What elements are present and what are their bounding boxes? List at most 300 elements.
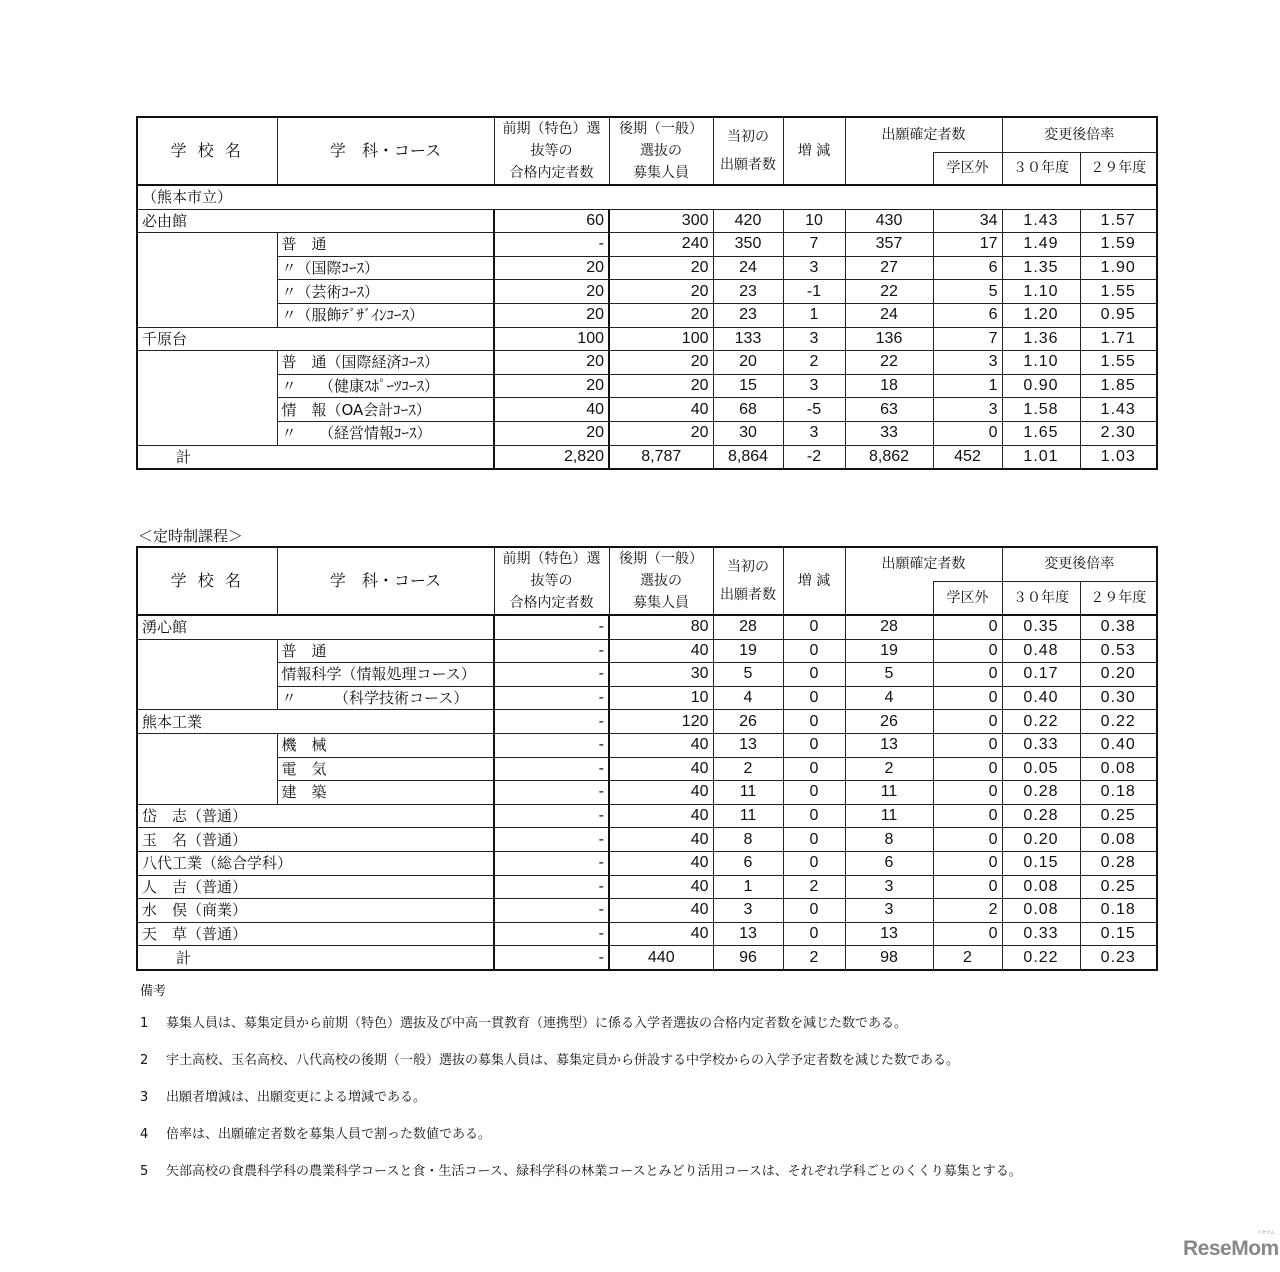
header-change: 増 減 xyxy=(783,547,845,615)
cell-r30: 1.20 xyxy=(1002,303,1080,327)
school-cell-empty xyxy=(137,233,277,257)
cell-r30: 1.01 xyxy=(1002,445,1080,469)
cell-late: 80 xyxy=(609,615,713,639)
course-name: 情 報（OA会計ｺｰｽ） xyxy=(277,398,494,422)
cell-r30: 1.35 xyxy=(1002,256,1080,280)
cell-change: 0 xyxy=(783,828,845,852)
cell-outside: 5 xyxy=(933,280,1002,304)
cell-change: 0 xyxy=(783,804,845,828)
table-row xyxy=(137,615,1157,639)
course-name: 情報科学（情報処理コース） xyxy=(277,663,494,687)
cell-change: 3 xyxy=(783,374,845,398)
cell-early: 60 xyxy=(494,209,609,233)
cell-change: 0 xyxy=(783,686,845,710)
header-school: 学 校 名 xyxy=(137,547,277,615)
cell-change: -2 xyxy=(783,445,845,469)
header-outside: 学区外 xyxy=(933,152,1002,185)
cell-initial: 4 xyxy=(713,686,783,710)
header-initial: 当初の 出願者数 xyxy=(713,547,783,615)
cell-early: - xyxy=(494,922,609,946)
cell-early: - xyxy=(494,828,609,852)
note-item: 3 出願者増減は、出願変更による増減である。 xyxy=(140,1090,427,1105)
table-row xyxy=(137,303,1157,327)
cell-initial: 8 xyxy=(713,828,783,852)
table-row xyxy=(137,757,1157,781)
cell-early: - xyxy=(494,686,609,710)
cell-confirmed: 8,862 xyxy=(845,445,933,469)
cell-initial: 3 xyxy=(713,899,783,923)
cell-outside: 0 xyxy=(933,875,1002,899)
course-name: 〃 （科学技術コース） xyxy=(277,686,494,710)
cell-change: 0 xyxy=(783,615,845,639)
cell-r29: 0.23 xyxy=(1080,946,1157,970)
table-row xyxy=(137,710,1157,734)
cell-confirmed: 98 xyxy=(845,946,933,970)
cell-initial: 420 xyxy=(713,209,783,233)
header-ratio: 変更後倍率 xyxy=(1002,547,1157,581)
cell-initial: 28 xyxy=(713,615,783,639)
school-name: 必由館 xyxy=(137,209,494,233)
cell-late: 40 xyxy=(609,781,713,805)
cell-r29: 1.71 xyxy=(1080,327,1157,351)
table1-total xyxy=(137,445,1157,469)
cell-outside: 6 xyxy=(933,256,1002,280)
cell-initial: 23 xyxy=(713,303,783,327)
cell-late: 100 xyxy=(609,327,713,351)
table-row xyxy=(137,851,1157,875)
table-row xyxy=(137,781,1157,805)
cell-outside: 452 xyxy=(933,445,1002,469)
cell-r30: 1.10 xyxy=(1002,280,1080,304)
school-name: 湧心館 xyxy=(137,615,494,639)
cell-early: - xyxy=(494,233,609,257)
cell-outside: 7 xyxy=(933,327,1002,351)
cell-confirmed: 26 xyxy=(845,710,933,734)
header-y30: ３０年度 xyxy=(1002,581,1080,615)
cell-late: 20 xyxy=(609,351,713,375)
cell-confirmed: 8 xyxy=(845,828,933,852)
table-row xyxy=(137,686,1157,710)
cell-early: 20 xyxy=(494,421,609,445)
school-cell-empty xyxy=(137,757,277,781)
cell-early: - xyxy=(494,804,609,828)
section-label: （熊本市立） xyxy=(137,185,1157,209)
cell-r29: 0.28 xyxy=(1080,851,1157,875)
cell-initial: 2 xyxy=(713,757,783,781)
cell-change: 2 xyxy=(783,875,845,899)
table-row xyxy=(137,233,1157,257)
cell-late: 120 xyxy=(609,710,713,734)
cell-confirmed: 28 xyxy=(845,615,933,639)
cell-change: 1 xyxy=(783,303,845,327)
cell-early: - xyxy=(494,733,609,757)
cell-r29: 0.38 xyxy=(1080,615,1157,639)
cell-late: 40 xyxy=(609,899,713,923)
cell-outside: 0 xyxy=(933,922,1002,946)
cell-outside: 2 xyxy=(933,899,1002,923)
cell-late: 20 xyxy=(609,256,713,280)
table-row xyxy=(137,209,1157,233)
cell-change: 0 xyxy=(783,851,845,875)
cell-outside: 1 xyxy=(933,374,1002,398)
cell-change: 0 xyxy=(783,639,845,663)
header-ratio: 変更後倍率 xyxy=(1002,117,1157,152)
cell-confirmed: 24 xyxy=(845,303,933,327)
header-late: 後期（一般） 選抜の 募集人員 xyxy=(609,117,713,185)
cell-change: 0 xyxy=(783,757,845,781)
cell-early: - xyxy=(494,851,609,875)
school-cell-empty xyxy=(137,781,277,805)
table1-rows xyxy=(137,209,1157,445)
cell-r30: 0.15 xyxy=(1002,851,1080,875)
cell-initial: 13 xyxy=(713,922,783,946)
header-early: 前期（特色）選 抜等の 合格内定者数 xyxy=(494,117,609,185)
cell-r29: 0.40 xyxy=(1080,733,1157,757)
cell-r29: 1.55 xyxy=(1080,351,1157,375)
table1-body xyxy=(137,185,1157,209)
cell-r30: 0.48 xyxy=(1002,639,1080,663)
table2-header xyxy=(137,547,1157,615)
cell-r30: 0.05 xyxy=(1002,757,1080,781)
table-row xyxy=(137,398,1157,422)
cell-initial: 20 xyxy=(713,351,783,375)
cell-late: 40 xyxy=(609,875,713,899)
cell-r30: 0.28 xyxy=(1002,781,1080,805)
cell-change: 0 xyxy=(783,781,845,805)
cell-outside: 34 xyxy=(933,209,1002,233)
note-item: 5 矢部高校の食農科学科の農業科学コースと食・生活コース、緑科学科の林業コースとみどり活用コースは、それぞれ学科ごとのくくり募集とする。 xyxy=(140,1164,1022,1179)
cell-r30: 0.28 xyxy=(1002,804,1080,828)
table-row xyxy=(137,421,1157,445)
cell-early: 20 xyxy=(494,374,609,398)
cell-initial: 26 xyxy=(713,710,783,734)
cell-initial: 133 xyxy=(713,327,783,351)
table-row xyxy=(137,663,1157,687)
cell-change: -5 xyxy=(783,398,845,422)
table-row xyxy=(137,280,1157,304)
cell-outside: 0 xyxy=(933,710,1002,734)
cell-early: - xyxy=(494,757,609,781)
cell-change: 3 xyxy=(783,421,845,445)
cell-late: 300 xyxy=(609,209,713,233)
header-course: 学 科・コース xyxy=(277,117,494,185)
cell-late: 40 xyxy=(609,398,713,422)
cell-r30: 1.36 xyxy=(1002,327,1080,351)
cell-r29: 0.18 xyxy=(1080,781,1157,805)
cell-outside: 0 xyxy=(933,781,1002,805)
cell-r29: 1.43 xyxy=(1080,398,1157,422)
resemom-logo: リセマム ReseMom xyxy=(1183,1230,1279,1260)
school-name: 人 吉（普通） xyxy=(137,875,494,899)
cell-r29: 0.08 xyxy=(1080,757,1157,781)
cell-confirmed: 6 xyxy=(845,851,933,875)
school-name: 八代工業（総合学科） xyxy=(137,851,494,875)
course-name: 普 通（国際経済ｺｰｽ） xyxy=(277,351,494,375)
table-row xyxy=(137,804,1157,828)
school-cell-empty xyxy=(137,374,277,398)
cell-change: 0 xyxy=(783,899,845,923)
cell-change: 3 xyxy=(783,327,845,351)
cell-r30: 0.08 xyxy=(1002,899,1080,923)
cell-change: 0 xyxy=(783,733,845,757)
course-name: 〃 （健康ｽﾎﾟｰﾂｺｰｽ） xyxy=(277,374,494,398)
header-confirmed: 出願確定者数 xyxy=(845,547,1002,581)
cell-outside: 0 xyxy=(933,733,1002,757)
cell-r29: 0.22 xyxy=(1080,710,1157,734)
school-name: 玉 名（普通） xyxy=(137,828,494,852)
table1-header xyxy=(137,117,1157,185)
total-row xyxy=(137,946,1157,970)
cell-confirmed: 5 xyxy=(845,663,933,687)
cell-outside: 17 xyxy=(933,233,1002,257)
cell-initial: 350 xyxy=(713,233,783,257)
cell-confirmed: 4 xyxy=(845,686,933,710)
cell-change: 0 xyxy=(783,710,845,734)
table2-rows xyxy=(137,615,1157,946)
cell-late: 440 xyxy=(609,946,713,970)
school-name: 熊本工業 xyxy=(137,710,494,734)
header-outside: 学区外 xyxy=(933,581,1002,615)
cell-r29: 1.57 xyxy=(1080,209,1157,233)
total-label: 計 xyxy=(137,445,494,469)
cell-outside: 0 xyxy=(933,686,1002,710)
table-row xyxy=(137,899,1157,923)
cell-initial: 30 xyxy=(713,421,783,445)
cell-outside: 0 xyxy=(933,421,1002,445)
cell-confirmed: 27 xyxy=(845,256,933,280)
course-name: 普 通 xyxy=(277,233,494,257)
total-label: 計 xyxy=(137,946,494,970)
note-item: 1 募集人員は、募集定員から前期（特色）選抜及び中高一貫教育（連携型）に係る入学者選抜の合格内定者数を減じた数である。 xyxy=(140,1016,908,1031)
header-confirmed-blank xyxy=(845,152,933,185)
cell-r29: 1.55 xyxy=(1080,280,1157,304)
header-early: 前期（特色）選 抜等の 合格内定者数 xyxy=(494,547,609,615)
cell-initial: 24 xyxy=(713,256,783,280)
header-y30: ３０年度 xyxy=(1002,152,1080,185)
cell-confirmed: 357 xyxy=(845,233,933,257)
cell-outside: 0 xyxy=(933,828,1002,852)
header-late: 後期（一般） 選抜の 募集人員 xyxy=(609,547,713,615)
cell-r30: 0.17 xyxy=(1002,663,1080,687)
table-row xyxy=(137,256,1157,280)
school-cell-empty xyxy=(137,421,277,445)
cell-initial: 19 xyxy=(713,639,783,663)
school-name: 千原台 xyxy=(137,327,494,351)
cell-late: 20 xyxy=(609,374,713,398)
school-cell-empty xyxy=(137,663,277,687)
cell-change: 0 xyxy=(783,663,845,687)
cell-r30: 0.33 xyxy=(1002,733,1080,757)
cell-early: - xyxy=(494,946,609,970)
cell-outside: 3 xyxy=(933,398,1002,422)
part-time-caption: ＜定時制課程＞ xyxy=(138,527,244,545)
cell-change: 0 xyxy=(783,922,845,946)
cell-early: - xyxy=(494,875,609,899)
cell-r30: 0.08 xyxy=(1002,875,1080,899)
cell-confirmed: 3 xyxy=(845,899,933,923)
cell-early: 20 xyxy=(494,280,609,304)
cell-initial: 1 xyxy=(713,875,783,899)
cell-late: 40 xyxy=(609,639,713,663)
course-name: 〃（芸術ｺｰｽ） xyxy=(277,280,494,304)
table-row xyxy=(137,374,1157,398)
course-name: 電 気 xyxy=(277,757,494,781)
cell-late: 240 xyxy=(609,233,713,257)
school-name: 岱 志（普通） xyxy=(137,804,494,828)
cell-r30: 1.58 xyxy=(1002,398,1080,422)
cell-confirmed: 13 xyxy=(845,922,933,946)
cell-outside: 0 xyxy=(933,757,1002,781)
school-cell-empty xyxy=(137,280,277,304)
part-time-table xyxy=(136,546,1158,971)
cell-confirmed: 22 xyxy=(845,351,933,375)
course-name: 建 築 xyxy=(277,781,494,805)
cell-confirmed: 19 xyxy=(845,639,933,663)
cell-early: - xyxy=(494,899,609,923)
cell-late: 40 xyxy=(609,922,713,946)
cell-initial: 11 xyxy=(713,781,783,805)
cell-early: 40 xyxy=(494,398,609,422)
table-row xyxy=(137,639,1157,663)
cell-confirmed: 13 xyxy=(845,733,933,757)
cell-change: 2 xyxy=(783,351,845,375)
cell-r29: 0.18 xyxy=(1080,899,1157,923)
cell-r29: 0.15 xyxy=(1080,922,1157,946)
school-name: 天 草（普通） xyxy=(137,922,494,946)
table-row xyxy=(137,351,1157,375)
cell-confirmed: 11 xyxy=(845,804,933,828)
cell-outside: 0 xyxy=(933,851,1002,875)
course-name: 機 械 xyxy=(277,733,494,757)
school-cell-empty xyxy=(137,686,277,710)
cell-change: -1 xyxy=(783,280,845,304)
cell-early: - xyxy=(494,639,609,663)
course-name: 〃（服飾ﾃﾞｻﾞｲﾝｺｰｽ） xyxy=(277,303,494,327)
cell-r30: 0.20 xyxy=(1002,828,1080,852)
note-item: 4 倍率は、出願確定者数を募集人員で割った数値である。 xyxy=(140,1127,492,1142)
cell-early: - xyxy=(494,710,609,734)
cell-early: 2,820 xyxy=(494,445,609,469)
school-cell-empty xyxy=(137,398,277,422)
cell-confirmed: 11 xyxy=(845,781,933,805)
cell-initial: 68 xyxy=(713,398,783,422)
cell-early: 100 xyxy=(494,327,609,351)
school-cell-empty xyxy=(137,733,277,757)
cell-r30: 1.43 xyxy=(1002,209,1080,233)
cell-r29: 2.30 xyxy=(1080,421,1157,445)
header-y29: ２９年度 xyxy=(1080,581,1157,615)
course-name: 〃 （経営情報ｺｰｽ） xyxy=(277,421,494,445)
cell-r29: 0.08 xyxy=(1080,828,1157,852)
school-name: 水 俣（商業） xyxy=(137,899,494,923)
cell-outside: 0 xyxy=(933,615,1002,639)
cell-early: - xyxy=(494,615,609,639)
cell-late: 40 xyxy=(609,804,713,828)
cell-r29: 1.85 xyxy=(1080,374,1157,398)
cell-early: 20 xyxy=(494,256,609,280)
cell-late: 20 xyxy=(609,421,713,445)
cell-r29: 0.20 xyxy=(1080,663,1157,687)
cell-r30: 0.35 xyxy=(1002,615,1080,639)
cell-late: 20 xyxy=(609,280,713,304)
cell-r30: 0.22 xyxy=(1002,946,1080,970)
cell-confirmed: 3 xyxy=(845,875,933,899)
cell-outside: 3 xyxy=(933,351,1002,375)
cell-late: 20 xyxy=(609,303,713,327)
cell-r30: 0.40 xyxy=(1002,686,1080,710)
cell-initial: 11 xyxy=(713,804,783,828)
cell-confirmed: 136 xyxy=(845,327,933,351)
school-cell-empty xyxy=(137,639,277,663)
school-cell-empty xyxy=(137,303,277,327)
cell-r29: 0.53 xyxy=(1080,639,1157,663)
header-school: 学 校 名 xyxy=(137,117,277,185)
total-row xyxy=(137,445,1157,469)
cell-r29: 0.30 xyxy=(1080,686,1157,710)
cell-late: 8,787 xyxy=(609,445,713,469)
cell-confirmed: 2 xyxy=(845,757,933,781)
cell-r30: 0.90 xyxy=(1002,374,1080,398)
cell-r30: 1.65 xyxy=(1002,421,1080,445)
full-time-table xyxy=(136,116,1158,470)
table-row xyxy=(137,733,1157,757)
header-confirmed: 出願確定者数 xyxy=(845,117,1002,152)
cell-outside: 0 xyxy=(933,663,1002,687)
header-y29: ２９年度 xyxy=(1080,152,1157,185)
cell-r30: 0.33 xyxy=(1002,922,1080,946)
cell-change: 7 xyxy=(783,233,845,257)
cell-initial: 15 xyxy=(713,374,783,398)
notes xyxy=(140,982,1022,1199)
cell-r30: 1.49 xyxy=(1002,233,1080,257)
cell-initial: 8,864 xyxy=(713,445,783,469)
cell-confirmed: 430 xyxy=(845,209,933,233)
cell-initial: 6 xyxy=(713,851,783,875)
cell-outside: 0 xyxy=(933,639,1002,663)
cell-r29: 0.95 xyxy=(1080,303,1157,327)
cell-change: 2 xyxy=(783,946,845,970)
header-initial: 当初の 出願者数 xyxy=(713,117,783,185)
cell-r29: 1.03 xyxy=(1080,445,1157,469)
header-confirmed-blank xyxy=(845,581,933,615)
cell-early: 20 xyxy=(494,351,609,375)
cell-early: - xyxy=(494,663,609,687)
cell-r29: 0.25 xyxy=(1080,875,1157,899)
school-cell-empty xyxy=(137,256,277,280)
cell-confirmed: 22 xyxy=(845,280,933,304)
header-course: 学 科・コース xyxy=(277,547,494,615)
cell-early: 20 xyxy=(494,303,609,327)
note-item: 2 宇土高校、玉名高校、八代高校の後期（一般）選抜の募集人員は、募集定員から併設する中学校からの入学予定者数を減じた数である。 xyxy=(140,1053,960,1068)
cell-late: 30 xyxy=(609,663,713,687)
cell-initial: 5 xyxy=(713,663,783,687)
cell-confirmed: 18 xyxy=(845,374,933,398)
cell-late: 40 xyxy=(609,733,713,757)
table-row xyxy=(137,922,1157,946)
cell-initial: 13 xyxy=(713,733,783,757)
cell-outside: 6 xyxy=(933,303,1002,327)
notes-heading: 備考 xyxy=(140,984,167,999)
cell-r29: 0.25 xyxy=(1080,804,1157,828)
school-cell-empty xyxy=(137,351,277,375)
cell-initial: 96 xyxy=(713,946,783,970)
cell-early: - xyxy=(494,781,609,805)
cell-confirmed: 33 xyxy=(845,421,933,445)
table2-total xyxy=(137,946,1157,970)
course-name: 〃（国際ｺｰｽ） xyxy=(277,256,494,280)
table-row xyxy=(137,828,1157,852)
cell-outside: 2 xyxy=(933,946,1002,970)
